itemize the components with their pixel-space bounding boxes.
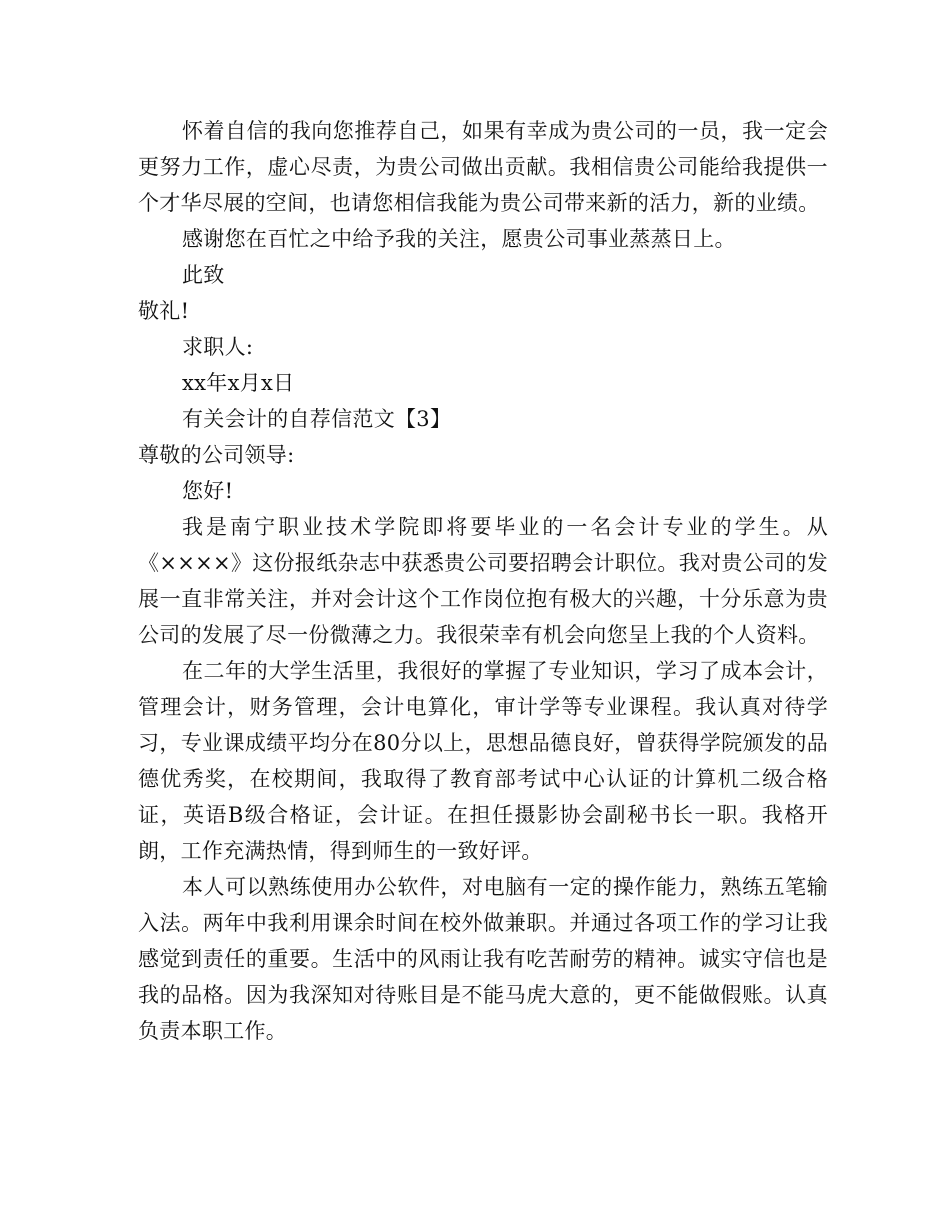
- letter-hello: 您好!: [182, 479, 234, 503]
- section-title: 有关会计的自荐信范文【3】: [182, 407, 452, 431]
- paragraph-introduction: 我是南宁职业技术学院即将要毕业的一名会计专业的学生。从《××××》这份报纸杂志中获悉贵公司要招聘会计职位。我对贵公司的发展一直非常关注，并对会计这个工作岗位抱有极大的兴趣，十分乐意为贵公司的发展了尽一份微薄之力。我很荣幸有机会向您呈上我的个人资料。: [138, 515, 828, 647]
- paragraph-recommendation: 怀着自信的我向您推荐自己，如果有幸成为贵公司的一员，我一定会更努力工作，虚心尽责，为贵公司做出贡献。我相信贵公司能给我提供一个才华尽展的空间，也请您相信我能为贵公司带来新的活力，新的业绩。: [138, 119, 828, 215]
- letter-greeting: 尊敬的公司领导:: [138, 443, 295, 467]
- closing-regards: 敬礼!: [138, 299, 190, 323]
- paragraph-thanks: 感谢您在百忙之中给予我的关注，愿贵公司事业蒸蒸日上。: [182, 227, 736, 251]
- paragraph-skills: 本人可以熟练使用办公软件，对电脑有一定的操作能力，熟练五笔输入法。两年中我利用课余时间在校外做兼职。并通过各项工作的学习让我感觉到责任的重要。生活中的风雨让我有吃苦耐劳的精神。诚实守信也是我的品格。因为我深知对待账目是不能马虎大意的，更不能做假账。认真负责本职工作。: [138, 875, 828, 1043]
- signature-date: xx年x月x日: [182, 371, 295, 395]
- document-body: [138, 113, 828, 1049]
- closing-salutation: 此致: [182, 263, 225, 287]
- paragraph-education: 在二年的大学生活里，我很好的掌握了专业知识，学习了成本会计，管理会计，财务管理，会计电算化，审计学等专业课程。我认真对待学习，专业课成绩平均分在80分以上，思想品德良好，曾获得学院颁发的品德优秀奖，在校期间，我取得了教育部考试中心认证的计算机二级合格证，英语B级合格证，会计证。在担任摄影协会副秘书长一职。我格开朗，工作充满热情，得到师生的一致好评。: [138, 659, 828, 863]
- signature-label: 求职人:: [182, 335, 254, 359]
